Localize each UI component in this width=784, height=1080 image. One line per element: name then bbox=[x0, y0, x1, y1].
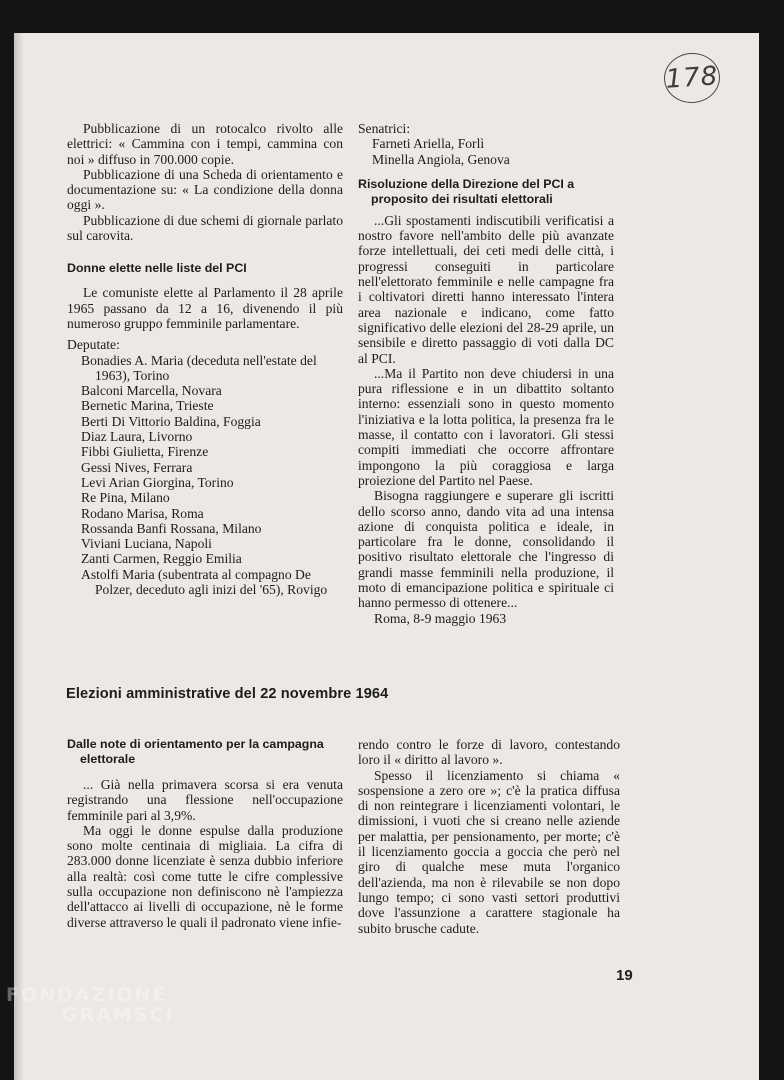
deputate-list bbox=[67, 353, 343, 598]
section-title: Elezioni amministrative del 22 novembre 1964 bbox=[66, 686, 389, 702]
right-top-column bbox=[358, 121, 614, 626]
list-item: Rodano Marisa, Roma bbox=[81, 505, 204, 521]
left-bottom-column bbox=[67, 737, 343, 930]
list-item: Berti Di Vittorio Baldina, Foggia bbox=[81, 413, 261, 429]
list-item: Balconi Marcella, Novara bbox=[81, 383, 222, 399]
paragraph: Bisogna raggiungere e superare gli iscritti dello scorso anno, dando vita ad una intensa azione di conquista politica e ideale, in particolare fra le donne, consolidando il positivo risultato elettorale che l'ingresso di grandi masse femminili nella produzione, il moto di emancipazione politica e spirituale ci hanno permesso di ottenere... bbox=[358, 488, 614, 611]
left-top-column bbox=[67, 121, 343, 597]
list-item: Bernetic Marina, Trieste bbox=[81, 398, 214, 414]
signoff: Roma, 8-9 maggio 1963 bbox=[374, 610, 507, 626]
section-heading: Dalle note di orientamento per la campagna elettorale bbox=[67, 737, 324, 766]
list-item: Farneti Ariella, Forlì bbox=[372, 136, 485, 152]
paragraph: Pubblicazione di un rotocalco rivolto alle elettrici: « Cammina con i tempi, cammina con noi » diffuso in 700.000 copie. bbox=[67, 121, 343, 167]
paragraph: Le comuniste elette al Parlamento il 28 aprile 1965 passano da 12 a 16, divenendo il più numeroso gruppo femminile parlamentare. bbox=[67, 285, 343, 331]
senatrici-label: Senatrici: bbox=[358, 121, 411, 136]
paragraph: ...Ma il Partito non deve chiudersi in una pura riflessione e in un dibattito soltanto interno: essenziali sono in questo momento l'iniziativa e la lotta politica, la presenza fra le masse, il contatto con i lavoratori. Gli stessi compiti immediati che occorre affrontare impongono la più coraggiosa e larga proiezione del Partito nel Paese. bbox=[358, 365, 614, 488]
paragraph: Ma oggi le donne espulse dalla produzione sono molte centinaia di migliaia. La cifra di 283.000 donne licenziate è senza dubbio inferiore alla realtà: così come tutte le cifre complessive sulla occupazione non definiscono nè l'ampiezza dell'attacco ai livelli di occupazione, nè le forme diverse attraverso le quali il padronato viene infie- bbox=[67, 822, 343, 930]
list-item: Levi Arian Giorgina, Torino bbox=[81, 474, 234, 490]
watermark-line: FONDAZIONE bbox=[6, 984, 168, 1006]
paragraph: rendo contro le forze di lavoro, contestando loro il « diritto al lavoro ». bbox=[358, 737, 620, 768]
list-item: Diaz Laura, Livorno bbox=[81, 429, 193, 445]
senatrici-list bbox=[358, 136, 614, 167]
list-item: Zanti Carmen, Reggio Emilia bbox=[81, 551, 242, 567]
paragraph: Pubblicazione di una Scheda di orientamento e documentazione su: « La condizione della donna oggi ». bbox=[67, 166, 343, 213]
watermark bbox=[6, 985, 175, 1025]
list-item: Re Pina, Milano bbox=[81, 490, 170, 506]
list-item: Fibbi Giulietta, Firenze bbox=[81, 444, 209, 460]
list-item: Rossanda Banfi Rossana, Milano bbox=[81, 520, 262, 536]
paragraph: Spesso il licenziamento si chiama « sospensione a zero ore »; c'è la pratica diffusa di non reintegrare i licenziamenti volontari, le dimissioni, i vuoti che si creano nelle aziende per malattia, per pensionamento, per morte; c'è il licenziamento goccia a goccia che però nel giro di qualche mese muta l'organico dell'azienda, ma non è rilevabile se non dopo lungo tempo; ci sono vasti settori produttivi dove l'assunzione a carattere stagionale ha subito brusche cadute. bbox=[358, 767, 620, 936]
list-item: Gessi Nives, Ferrara bbox=[81, 459, 193, 475]
deputate-label: Deputate: bbox=[67, 337, 120, 353]
list-item: Viviani Luciana, Napoli bbox=[81, 536, 212, 552]
list-item: Bonadies A. Maria (deceduta nell'estate del 1963), Torino bbox=[81, 352, 317, 383]
archive-number-stamp: 178 bbox=[662, 51, 721, 105]
document-page bbox=[14, 33, 759, 1080]
page-fold-shadow bbox=[14, 33, 24, 1080]
section-heading: Donne elette nelle liste del PCI bbox=[67, 261, 247, 276]
paragraph: Pubblicazione di due schemi di giornale parlato sul carovita. bbox=[67, 212, 343, 244]
list-item: Minella Angiola, Genova bbox=[372, 151, 510, 167]
section-heading: Risoluzione della Direzione del PCI a proposito dei risultati elettorali bbox=[358, 176, 575, 206]
paragraph: ... Già nella primavera scorsa si era venuta registrando una flessione nell'occupazione femminile pari al 3,9%. bbox=[67, 777, 343, 823]
right-bottom-column bbox=[358, 737, 620, 936]
watermark-line: GRAMSCI bbox=[62, 1004, 175, 1026]
page-number: 19 bbox=[616, 967, 633, 984]
list-item: Astolfi Maria (subentrata al compagno De Polzer, deceduto agli inizi del '65), Rovigo bbox=[81, 566, 328, 598]
paragraph: ...Gli spostamenti indiscutibili verificatisi a nostro favore nell'ambito delle più avanzate forze intellettuali, dei ceti medi delle città, i progressi conseguiti in particolare nell'elettorato femminile e nelle campagne fra i coltivatori diretti hanno interessato l'intera area nazionale e indicano, come fatto significativo delle elezioni del 28-29 aprile, un sensibile e diretto passaggio di voti dalla DC al PCI. bbox=[358, 212, 614, 366]
